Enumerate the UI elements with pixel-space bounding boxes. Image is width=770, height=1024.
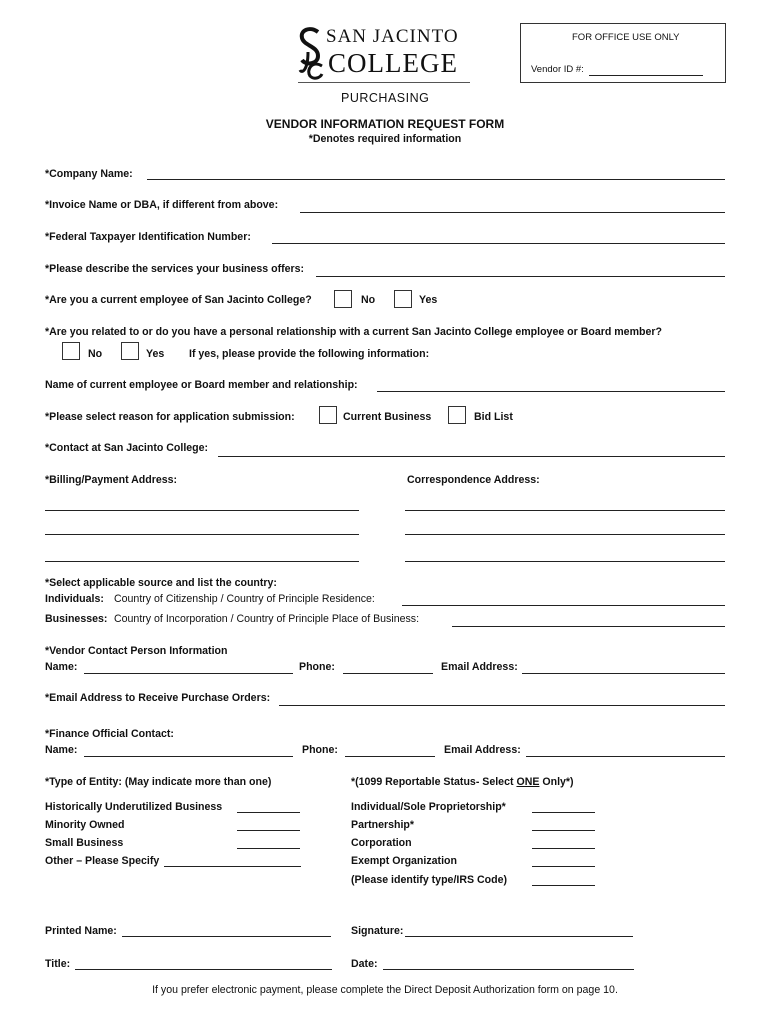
related-yes-checkbox[interactable] [121,342,139,360]
bid-list-checkbox[interactable] [448,406,466,424]
select-source-label: *Select applicable source and list the country: [45,577,277,589]
vendor-id-label: Vendor ID #: [531,64,584,75]
entity-small-field[interactable] [237,848,300,849]
entity-item: Historically Underutilized Business [45,801,223,813]
vendor-id-input[interactable] [589,75,703,76]
bid-list-label: Bid List [474,411,513,423]
finance-phone-field[interactable] [345,756,435,757]
form-subtitle: *Denotes required information [308,133,462,145]
logo-line2: COLLEGE [328,48,458,78]
signature-label: Signature: [351,925,404,937]
related-yes-label: Yes [146,348,165,360]
signature-field[interactable] [405,936,633,937]
current-business-label: Current Business [343,411,432,423]
related-no-checkbox[interactable] [62,342,80,360]
invoice-name-label: *Invoice Name or DBA, if different from above: [45,199,279,211]
businesses-label: Businesses: [45,613,108,625]
status-item: Individual/Sole Proprietorship* [351,801,506,813]
vendor-name-label: Name: [45,661,78,673]
individuals-text: Country of Citizenship / Country of Principle Residence: [114,593,375,605]
finance-phone-label: Phone: [302,744,338,756]
contact-label: *Contact at San Jacinto College: [45,442,209,454]
finance-email-field[interactable] [526,756,725,757]
status-exempt-field[interactable] [532,866,595,867]
date-field[interactable] [383,969,634,970]
tax-id-label: *Federal Taxpayer Identification Number: [45,231,251,243]
vendor-contact-label: *Vendor Contact Person Information [45,645,228,657]
billing-address-line[interactable] [45,534,359,535]
services-label: *Please describe the services your business offers: [45,263,305,275]
form-title: VENDOR INFORMATION REQUEST FORM [265,117,505,131]
finance-name-label: Name: [45,744,78,756]
title-field[interactable] [75,969,332,970]
logo-rule [298,82,470,83]
title-label: Title: [45,958,71,970]
logo-line1: SAN JACINTO [326,26,459,47]
correspondence-address-label: Correspondence Address: [407,474,540,486]
reason-label: *Please select reason for application submission: [45,411,295,423]
printed-name-field[interactable] [122,936,331,937]
entity-other-label: Other – Please Specify [45,855,160,867]
individuals-label: Individuals: [45,593,104,605]
entity-item: Minority Owned [45,819,125,831]
entity-other-field[interactable] [164,866,301,867]
if-yes-label: If yes, please provide the following information: [189,348,430,360]
invoice-name-field[interactable] [300,212,725,213]
vendor-phone-field[interactable] [343,673,433,674]
college-logo [298,26,474,90]
company-name-field[interactable] [147,179,725,180]
finance-name-field[interactable] [84,756,293,757]
billing-address-label: *Billing/Payment Address: [45,474,178,486]
employee-no-label: No [361,294,376,306]
office-use-box [520,23,726,83]
current-business-checkbox[interactable] [319,406,337,424]
office-use-label: FOR OFFICE USE ONLY [572,32,680,43]
employee-name-field[interactable] [377,391,725,392]
printed-name-label: Printed Name: [45,925,117,937]
status-item: Partnership* [351,819,414,831]
correspondence-address-line[interactable] [405,561,725,562]
department-label: PURCHASING [341,91,430,105]
status-item: Corporation [351,837,412,849]
status-partnership-field[interactable] [532,830,595,831]
tax-id-field[interactable] [272,243,725,244]
entity-hub-field[interactable] [237,812,300,813]
employee-no-checkbox[interactable] [334,290,352,308]
sjc-seal-icon [298,26,326,80]
status-item: (Please identify type/IRS Code) [351,874,507,886]
vendor-name-field[interactable] [84,673,293,674]
date-label: Date: [351,958,378,970]
entity-type-label: *Type of Entity: (May indicate more than one) [45,776,272,788]
po-email-field[interactable] [279,705,725,706]
services-field[interactable] [316,276,725,277]
vendor-email-field[interactable] [522,673,725,674]
vendor-phone-label: Phone: [299,661,335,673]
finance-contact-label: *Finance Official Contact: [45,728,174,740]
individuals-country-field[interactable] [402,605,725,606]
entity-item: Small Business [45,837,124,849]
status-item: Exempt Organization [351,855,457,867]
company-name-label: *Company Name: [45,168,133,180]
vendor-email-label: Email Address: [441,661,518,673]
entity-minority-field[interactable] [237,830,300,831]
footer-note: If you prefer electronic payment, please complete the Direct Deposit Authorization form on page 10. [152,984,618,996]
employee-yes-checkbox[interactable] [394,290,412,308]
status-corporation-field[interactable] [532,848,595,849]
related-no-label: No [88,348,103,360]
businesses-country-field[interactable] [452,626,725,627]
status-irs-code-field[interactable] [532,885,595,886]
finance-email-label: Email Address: [444,744,521,756]
po-email-label: *Email Address to Receive Purchase Orders: [45,692,271,704]
businesses-text: Country of Incorporation / Country of Principle Place of Business: [114,613,420,625]
correspondence-address-line[interactable] [405,510,725,511]
contact-field[interactable] [218,456,725,457]
related-question: *Are you related to or do you have a personal relationship with a current San Jacinto College employee or Board member? [45,326,662,338]
billing-address-line[interactable] [45,561,359,562]
status-sole-field[interactable] [532,812,595,813]
employee-question: *Are you a current employee of San Jacinto College? [45,294,312,306]
employee-yes-label: Yes [419,294,438,306]
correspondence-address-line[interactable] [405,534,725,535]
reportable-status-label: *(1099 Reportable Status- Select ONE Only*) [351,776,574,788]
employee-name-label: Name of current employee or Board member and relationship: [45,379,358,391]
billing-address-line[interactable] [45,510,359,511]
